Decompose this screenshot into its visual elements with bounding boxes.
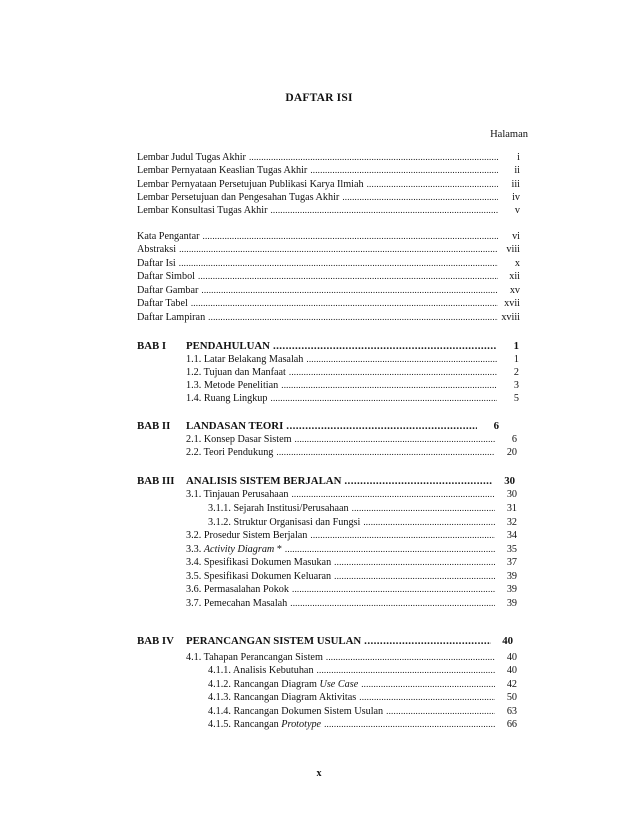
toc-entry: 1.3. Metode Penelitian ..... 3 [186, 379, 519, 392]
toc-entry: Daftar Tabel ..... xvii [137, 297, 520, 310]
page-number: x [316, 768, 322, 779]
toc-entry: 3.1.1. Sejarah Institusi/Perusahaan ..... 31 [208, 502, 517, 515]
toc-entry: 3.2. Prosedur Sistem Berjalan ..... 34 [186, 529, 517, 542]
toc-entry: 2.2. Teori Pendukung ..... 20 [186, 446, 517, 459]
toc-entry: Lembar Konsultasi Tugas Akhir ..... v [137, 204, 520, 217]
page-title: DAFTAR ISI [285, 92, 353, 104]
chapter-heading: PENDAHULUAN ..... 1 [186, 340, 519, 353]
toc-entry: 3.6. Permasalahan Pokok ..... 39 [186, 583, 517, 596]
toc-entry: 3.3. Activity Diagram * ..... 35 [186, 543, 517, 556]
toc-entry: Daftar Isi ..... x [137, 257, 520, 270]
toc-entry: Kata Pengantar ..... vi [137, 230, 520, 243]
toc-entry: 1.1. Latar Belakang Masalah ..... 1 [186, 353, 519, 366]
toc-entry: Lembar Persetujuan dan Pengesahan Tugas Akhir ..... iv [137, 191, 520, 204]
toc-entry: 3.5. Spesifikasi Dokumen Keluaran ..... 39 [186, 570, 517, 583]
toc-entry: 3.1. Tinjauan Perusahaan ..... 30 [186, 488, 517, 501]
toc-entry: 1.4. Ruang Lingkup ..... 5 [186, 392, 519, 405]
toc-entry: 3.7. Pemecahan Masalah ..... 39 [186, 597, 517, 610]
toc-entry: 4.1.3. Rancangan Diagram Aktivitas ..... 50 [208, 691, 517, 704]
chapter-number: BAB III [137, 475, 175, 487]
toc-entry: Daftar Simbol ..... xii [137, 270, 520, 283]
toc-entry: 1.2. Tujuan dan Manfaat ..... 2 [186, 366, 519, 379]
chapter-number: BAB IV [137, 635, 174, 647]
toc-entry: 4.1.4. Rancangan Dokumen Sistem Usulan ..... 63 [208, 705, 517, 718]
toc-entry: 3.1.2. Struktur Organisasi dan Fungsi ..... 32 [208, 516, 517, 529]
toc-entry: Lembar Judul Tugas Akhir ..... i [137, 151, 520, 164]
toc-entry: Daftar Gambar ..... xv [137, 284, 520, 297]
toc-entry: 2.1. Konsep Dasar Sistem ..... 6 [186, 433, 517, 446]
toc-entry: Abstraksi ..... viii [137, 243, 520, 256]
toc-entry: 4.1. Tahapan Perancangan Sistem ..... 40 [186, 651, 517, 664]
chapter-heading: PERANCANGAN SISTEM USULAN ..... 40 [186, 635, 513, 648]
toc-entry: Daftar Lampiran ..... xviii [137, 311, 520, 324]
toc-entry: Lembar Pernyataan Keaslian Tugas Akhir ..... ii [137, 164, 520, 177]
toc-entry: Lembar Pernyataan Persetujuan Publikasi Karya Ilmiah ..... iii [137, 178, 520, 191]
chapter-number: BAB II [137, 420, 171, 432]
chapter-heading: LANDASAN TEORI ..... 6 [186, 420, 499, 433]
toc-entry: 4.1.2. Rancangan Diagram Use Case ..... 42 [208, 678, 517, 691]
halaman-label: Halaman [490, 129, 528, 140]
toc-entry: 4.1.1. Analisis Kebutuhan ..... 40 [208, 664, 517, 677]
toc-entry: 3.4. Spesifikasi Dokumen Masukan ..... 37 [186, 556, 517, 569]
toc-entry: 4.1.5. Rancangan Prototype ..... 66 [208, 718, 517, 731]
chapter-heading: ANALISIS SISTEM BERJALAN ..... 30 [186, 475, 515, 488]
chapter-number: BAB I [137, 340, 167, 352]
